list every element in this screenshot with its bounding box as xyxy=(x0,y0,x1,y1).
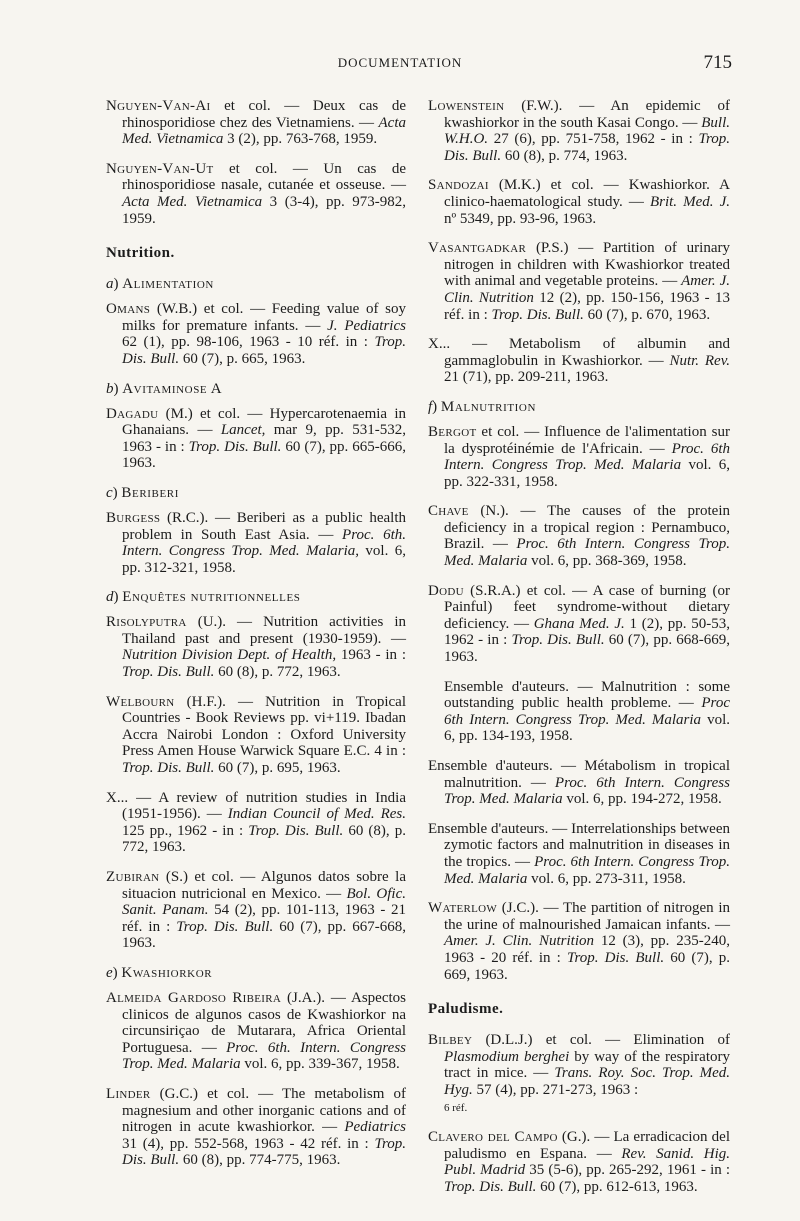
subsection-heading: c) Beriberi xyxy=(106,484,180,501)
bibliography-entry: Ensemble d'auteurs. — Métabolism in tropical malnutrition. — Proc. 6th Intern. Congress Trop. Med. Malaria vol. 6, pp. 194-272, 1958. xyxy=(428,758,730,808)
subsection-heading: a) Alimentation xyxy=(106,276,214,293)
bibliography-entry: Dagadu (M.) et col. — Hypercarotenaemia in Ghanaians. — Lancet, mar 9, pp. 531-532, 1963 - in : Trop. Dis. Bull. 60 (7), pp. 665-666, 1963. xyxy=(106,405,406,472)
bibliography-entry: Linder (G.C.) et col. — The metabolism of magnesium and other inorganic cations and of nitrogen in acute kwashiorkor. — Pediatrics 31 (4), pp. 552-568, 1963 - 42 réf. in : Trop. Dis. Bull. 60 (8), pp. 774-775, 1963. xyxy=(106,1085,406,1169)
bibliography-entry: Burgess (R.C.). — Beriberi as a public health problem in South East Asia. — Proc. 6th. Intern. Congress Trop. Med. Malaria, vol. 6, pp. 312-321, 1958. xyxy=(106,509,406,576)
subsection-heading: d) Enquêtes nutritionnelles xyxy=(106,589,301,606)
section-heading: Paludisme. xyxy=(428,1001,504,1018)
bibliography-entry: X... — Metabolism of albumin and gammaglobulin in Kwashiorkor. — Nutr. Rev. 21 (71), pp. 209-211, 1963. xyxy=(428,336,730,386)
bibliography-entry: X... — A review of nutrition studies in India (1951-1956). — Indian Council of Med. Res. 125 pp., 1962 - in : Trop. Dis. Bull. 60 (8), p. 772, 1963. xyxy=(106,789,406,856)
bibliography-entry: Risolyputra (U.). — Nutrition activities in Thailand past and present (1930-1959). — Nutrition Division Dept. of Health, 1963 - in : Trop. Dis. Bull. 60 (8), p. 772, 1963. xyxy=(106,614,406,681)
bibliography-entry: Chave (N.). — The causes of the protein deficiency in a tropical region : Pernambuco, Brazil. — Proc. 6th Intern. Congress Trop. Med. Malaria vol. 6, pp. 368-369, 1958. xyxy=(428,503,730,570)
reference-count-note: 6 réf. xyxy=(444,1101,468,1114)
bibliography-entry: Bilbey (D.L.J.) et col. — Elimination of Plasmodium berghei by way of the respiratory tract in mice. — Trans. Roy. Soc. Trop. Med. Hyg. 57 (4), pp. 271-273, 1963 : 6 réf. xyxy=(428,1032,730,1114)
section-heading: Nutrition. xyxy=(106,245,175,262)
bibliography-entry: Dodu (S.R.A.) et col. — A case of burning (or Painful) feet syndrome-without dietary deficiency. — Ghana Med. J. 1 (2), pp. 50-53, 1962 - in : Trop. Dis. Bull. 60 (7), pp. 668-669, 1963. xyxy=(428,582,730,666)
bibliography-entry: Zubiran (S.) et col. — Algunos datos sobre la situacion nutricional en Mexico. — Bol. Ofic. Sanit. Panam. 54 (2), pp. 101-113, 1963 - 21 réf. in : Trop. Dis. Bull. 60 (7), pp. 667-668, 1963. xyxy=(106,869,406,952)
running-head: DOCUMENTATION xyxy=(337,55,463,70)
bibliography-entry: Sandozai (M.K.) et col. — Kwashiorkor. A clinico-haematological study. — Brit. Med. J. nº 5349, pp. 93-96, 1963. xyxy=(428,177,730,227)
subsection-heading: f) Malnutrition xyxy=(428,398,536,415)
bibliography-entry: Lowenstein (F.W.). — An epidemic of kwashiorkor in the south Kasai Congo. — Bull. W.H.O. 27 (6), pp. 751-758, 1962 - in : Trop. Dis. Bull. 60 (8), p. 774, 1963. xyxy=(428,98,730,164)
subsection-heading: b) Avitaminose A xyxy=(106,380,223,397)
bibliography-entry: Omans (W.B.) et col. — Feeding value of soy milks for premature infants. — J. Pediatrics 62 (1), pp. 98-106, 1963 - 10 réf. in : Trop. Dis. Bull. 60 (7), p. 665, 1963. xyxy=(106,301,406,367)
subsection-heading: e) Kwashiorkor xyxy=(106,964,213,981)
right-column xyxy=(428,98,730,1208)
bibliography-entry: Clavero del Campo (G.). — La erradicacion del paludismo en Espana. — Rev. Sanid. Hig. Publ. Madrid 35 (5-6), pp. 265-292, 1961 - in : Trop. Dis. Bull. 60 (7), pp. 612-613, 1963. xyxy=(428,1129,731,1195)
bibliography-entry: Nguyen-Van-Ut et col. — Un cas de rhinosporidiose nasale, cutanée et osseuse. — Acta Med. Vietnamica 3 (3-4), pp. 973-982, 1959. xyxy=(106,160,407,227)
bibliography-entry: Bergot et col. — Influence de l'alimentation sur la dysprotéinémie de l'Africain. — Proc. 6th Intern. Congress Trop. Med. Malaria vol. 6, pp. 322-331, 1958. xyxy=(428,423,730,490)
bibliography-entry: Almeida Gardoso Ribeira (J.A.). — Aspectos clinicos de algunos casos de Kwashiorkor na circunsiriçao de Mutarara, Africa Oriental Portuguesa. — Proc. 6th. Intern. Congress Trop. Med. Malaria vol. 6, pp. 339-367, 1958. xyxy=(106,989,406,1073)
bibliography-entry: Waterlow (J.C.). — The partition of nitrogen in the urine of malnourished Jamaican infants. — Amer. J. Clin. Nutrition 12 (3), pp. 235-240, 1963 - 20 réf. in : Trop. Dis. Bull. 60 (7), p. 669, 1963. xyxy=(428,900,730,983)
bibliography-entry: Nguyen-Van-Ai et col. — Deux cas de rhinosporidiose chez des Vietnamiens. — Acta Med. Vietnamica 3 (2), pp. 763-768, 1959. xyxy=(106,98,406,148)
bibliography-entry: Ensemble d'auteurs. — Interrelationships between zymotic factors and malnutrition in diseases in the tropics. — Proc. 6th Intern. Congress Trop. Med. Malaria vol. 6, pp. 273-311, 1958. xyxy=(428,820,731,887)
bibliography-entry: Ensemble d'auteurs. — Malnutrition : some outstanding public health probleme. — Proc 6th Intern. Congress Trop. Med. Malaria vol. 6, pp. 134-193, 1958. xyxy=(444,678,730,745)
bibliography-entry: Welbourn (H.F.). — Nutrition in Tropical Countries - Book Reviews pp. vi+119. Ibadan Accra Nairobi London : Oxford University Press Amen House Warwick Square E.C. 4 in : Trop. Dis. Bull. 60 (7), p. 695, 1963. xyxy=(106,693,406,777)
left-column xyxy=(106,98,406,1182)
page-number: 715 xyxy=(703,52,732,73)
bibliography-entry: Vasantgadkar (P.S.) — Partition of urinary nitrogen in children with Kwashiorkor treated with animal and vegetable proteins. — Amer. J. Clin. Nutrition 12 (2), pp. 150-156, 1963 - 13 réf. in : Trop. Dis. Bull. 60 (7), p. 670, 1963. xyxy=(428,240,730,323)
